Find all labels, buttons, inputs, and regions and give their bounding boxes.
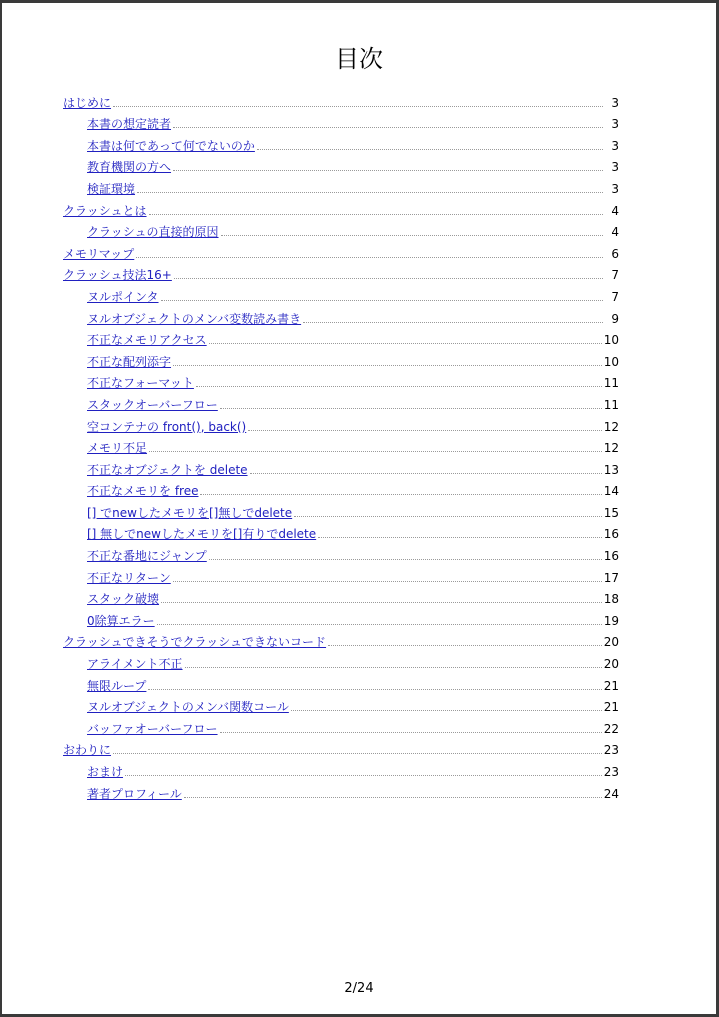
toc-entry (63, 390, 619, 412)
toc-page-number: 22 (603, 721, 619, 736)
toc-entry (63, 649, 619, 671)
table-of-contents (63, 88, 619, 801)
dot-leader (137, 192, 603, 193)
toc-entry (63, 757, 619, 779)
toc-page-number: 3 (603, 96, 619, 110)
toc-entry (63, 520, 619, 542)
toc-page-number: 11 (603, 397, 619, 412)
toc-entry (63, 326, 619, 348)
toc-entry (63, 606, 619, 628)
toc-entry (63, 736, 619, 758)
toc-entry (63, 369, 619, 391)
toc-link[interactable]: 不正な番地にジャンプ (87, 549, 207, 564)
toc-page-number: 9 (603, 312, 619, 326)
toc-link[interactable]: 空コンテナの front(), back() (87, 419, 247, 434)
toc-page-number: 20 (603, 635, 619, 650)
toc-page-number: 7 (603, 268, 619, 282)
dot-leader (174, 278, 603, 279)
toc-link[interactable]: 不正なリターン (87, 570, 171, 585)
toc-entry (63, 455, 619, 477)
toc-entry (63, 412, 619, 434)
toc-link[interactable]: はじめに (63, 95, 112, 110)
toc-page-number: 10 (603, 333, 619, 348)
toc-page-number: 3 (603, 182, 619, 196)
dot-leader (149, 214, 603, 215)
toc-page-number: 23 (603, 765, 619, 779)
dot-leader (185, 667, 602, 668)
dot-leader (157, 624, 602, 625)
toc-page-number: 23 (603, 743, 619, 758)
toc-entry (63, 779, 619, 801)
toc-page-number: 16 (603, 527, 619, 542)
dot-leader (173, 581, 602, 582)
toc-page-number: 13 (603, 462, 619, 477)
dot-leader (173, 170, 603, 171)
toc-entry (63, 671, 619, 693)
toc-entry (63, 131, 619, 153)
toc-link[interactable]: スタックオーバーフロー (87, 397, 218, 412)
dot-leader (220, 732, 602, 733)
toc-entry (63, 153, 619, 175)
toc-page-number: 3 (603, 139, 619, 153)
toc-entry (63, 174, 619, 196)
toc-link[interactable]: スタック破壊 (87, 592, 160, 607)
toc-link[interactable]: 0除算エラー (87, 613, 155, 628)
dot-leader (173, 127, 603, 128)
toc-link[interactable]: 無限ループ (87, 678, 147, 693)
toc-entry (63, 88, 619, 110)
dot-leader (125, 775, 602, 776)
toc-link[interactable]: メモリマップ (63, 246, 135, 261)
toc-page-number: 6 (603, 247, 619, 261)
dot-leader (200, 494, 601, 495)
toc-page-number: 4 (603, 204, 619, 218)
dot-leader (250, 473, 602, 474)
toc-page-number: 4 (603, 225, 619, 239)
toc-link[interactable]: 本書の想定読者 (87, 117, 172, 132)
dot-leader (113, 753, 602, 754)
page-indicator: 2/24 (344, 981, 374, 996)
toc-link[interactable]: クラッシュ技法16+ (63, 268, 172, 283)
toc-link[interactable]: ヌルオブジェクトのメンバ関数コール (87, 700, 289, 715)
toc-link[interactable]: アライメント不正 (87, 657, 183, 672)
dot-leader (209, 559, 602, 560)
toc-page-number: 15 (603, 505, 619, 520)
toc-entry (63, 304, 619, 326)
toc-page-number: 24 (603, 786, 619, 801)
dot-leader (173, 365, 602, 366)
dot-leader (148, 689, 601, 690)
toc-entry (63, 714, 619, 736)
toc-page-number: 14 (603, 484, 619, 499)
dot-leader (136, 257, 603, 258)
toc-page-number: 17 (603, 570, 619, 585)
toc-entry (63, 196, 619, 218)
dot-leader (248, 430, 601, 431)
toc-entry (63, 498, 619, 520)
toc-link[interactable]: 不正な配列添字 (87, 354, 172, 369)
toc-page-number: 7 (603, 290, 619, 304)
toc-entry (63, 541, 619, 563)
dot-leader (257, 149, 603, 150)
toc-entry (63, 693, 619, 715)
toc-page-number: 10 (603, 354, 619, 369)
toc-link[interactable]: ヌルポインタ (87, 289, 159, 304)
toc-link[interactable]: 不正なメモリを free (87, 484, 199, 499)
toc-link[interactable]: [] 無しでnewしたメモリを[]有りでdelete (87, 527, 317, 542)
toc-entry (63, 563, 619, 585)
toc-link[interactable]: 不正なオブジェクトを delete (87, 462, 248, 477)
toc-entry (63, 261, 619, 283)
toc-entry (63, 477, 619, 499)
toc-link[interactable]: 検証環境 (87, 181, 136, 196)
toc-entry (63, 239, 619, 261)
toc-page-number: 3 (603, 160, 619, 174)
document-page (2, 3, 716, 1014)
toc-page-number: 20 (603, 657, 619, 672)
toc-page-number: 11 (603, 376, 619, 391)
toc-link[interactable]: おわりに (63, 743, 112, 758)
dot-leader (220, 408, 602, 409)
dot-leader (161, 300, 603, 301)
toc-entry (63, 110, 619, 132)
toc-link[interactable]: 不正なメモリアクセス (87, 333, 207, 348)
toc-page-number: 18 (603, 592, 619, 607)
toc-link[interactable]: クラッシュとは (63, 203, 147, 218)
toc-page-number: 12 (603, 441, 619, 456)
dot-leader (196, 386, 602, 387)
dot-leader (221, 235, 603, 236)
toc-entry (63, 282, 619, 304)
dot-leader (294, 516, 602, 517)
dot-leader (291, 710, 602, 711)
toc-link[interactable]: 本書は何であって何でないのか (87, 138, 255, 153)
toc-link[interactable]: バッファオーバーフロー (87, 721, 218, 736)
dot-leader (113, 106, 603, 107)
toc-page-number: 3 (603, 117, 619, 131)
dot-leader (328, 645, 602, 646)
toc-link[interactable]: クラッシュできそうでクラッシュできないコード (63, 635, 327, 650)
toc-entry (63, 628, 619, 650)
toc-link[interactable]: 教育機関の方へ (87, 160, 172, 175)
dot-leader (149, 451, 602, 452)
toc-link[interactable]: 著者プロフィール (87, 786, 182, 801)
dot-leader (161, 602, 602, 603)
toc-entry (63, 434, 619, 456)
toc-page-number: 19 (603, 613, 619, 628)
toc-entry (63, 218, 619, 240)
toc-page-number: 21 (603, 678, 619, 693)
dot-leader (184, 797, 602, 798)
dot-leader (303, 322, 603, 323)
dot-leader (209, 343, 602, 344)
toc-link[interactable]: おまけ (87, 765, 124, 779)
toc-page-number: 16 (603, 549, 619, 564)
dot-leader (318, 537, 602, 538)
toc-entry (63, 585, 619, 607)
toc-entry (63, 347, 619, 369)
toc-page-number: 21 (603, 700, 619, 715)
page-title: 目次 (335, 45, 383, 73)
toc-link[interactable]: メモリ不足 (87, 441, 148, 456)
toc-page-number: 12 (603, 419, 619, 434)
toc-link[interactable]: ヌルオブジェクトのメンバ変数読み書き (87, 311, 302, 326)
toc-link[interactable]: 不正なフォーマット (87, 376, 194, 391)
toc-link[interactable]: クラッシュの直接的原因 (87, 225, 219, 240)
toc-link[interactable]: [] でnewしたメモリを[]無しでdelete (87, 505, 293, 520)
